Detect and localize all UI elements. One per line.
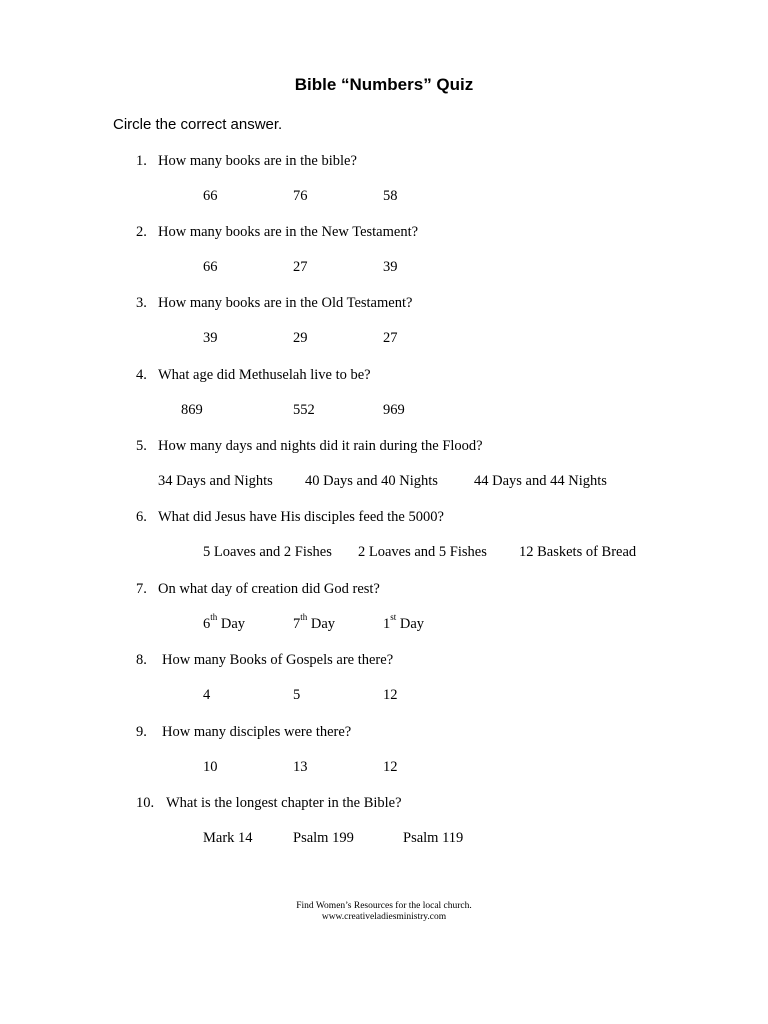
question-number: 6. [136,509,147,525]
footer [0,901,768,923]
question-2 [0,223,768,283]
question-text: How many books are in the New Testament? [158,224,419,240]
answer-option-a[interactable]: 34 Days and Nights [158,473,273,489]
answer-option-b[interactable]: 5 [293,687,301,703]
answer-option-b[interactable]: 27 [293,259,308,275]
question-6 [0,508,768,568]
answer-option-c[interactable]: 44 Days and 44 Nights [474,473,607,489]
answer-option-c[interactable]: 39 [383,259,398,275]
question-8 [0,651,768,711]
answer-option-a[interactable]: Mark 14 [203,830,253,846]
answer-option-a[interactable]: 5 Loaves and 2 Fishes [203,544,332,560]
option-number: 7 [293,616,301,632]
answer-option-a[interactable] [203,612,246,634]
question-5 [0,437,768,497]
question-number: 10. [136,795,155,811]
question-1 [0,152,768,212]
answer-option-a[interactable]: 4 [203,687,211,703]
answer-option-a[interactable]: 10 [203,759,218,775]
ordinal-suffix: th [300,612,308,623]
question-number: 5. [136,438,147,454]
answer-option-b[interactable]: 76 [293,188,308,204]
question-number: 2. [136,224,147,240]
answer-option-b[interactable]: 552 [293,402,315,418]
answer-option-c[interactable]: 12 [383,687,398,703]
option-number: 6 [203,616,211,632]
question-number: 7. [136,581,147,597]
option-word: Day [307,616,336,632]
question-text: How many books are in the Old Testament? [158,295,413,311]
question-number: 9. [136,724,147,740]
answer-option-b[interactable]: 13 [293,759,308,775]
option-word: Day [217,616,246,632]
page-title: Bible “Numbers” Quiz [294,75,474,94]
answer-option-a[interactable]: 66 [203,188,218,204]
ordinal-suffix: st [390,612,397,623]
question-text: How many Books of Gospels are there? [162,652,394,668]
question-text: How many days and nights did it rain during the Flood? [158,438,483,454]
answer-option-c[interactable]: 58 [383,188,398,204]
question-3 [0,294,768,354]
answer-option-b[interactable]: 2 Loaves and 5 Fishes [358,544,487,560]
answer-option-a[interactable]: 66 [203,259,218,275]
question-text: On what day of creation did God rest? [158,581,380,597]
answer-option-b[interactable]: Psalm 199 [293,830,354,846]
answer-option-b[interactable]: 29 [293,330,308,346]
question-text: How many disciples were there? [162,724,352,740]
question-7 [0,580,768,640]
answer-option-c[interactable]: 969 [383,402,405,418]
question-number: 3. [136,295,147,311]
answer-option-b[interactable]: 40 Days and 40 Nights [305,473,438,489]
question-number: 8. [136,652,147,668]
question-text: What age did Methuselah live to be? [158,367,371,383]
question-text: How many books are in the bible? [158,153,357,169]
footer-tagline: Find Women’s Resources for the local church. [296,901,472,911]
answer-option-a[interactable]: 869 [181,402,203,418]
answer-option-b[interactable] [293,612,336,634]
question-10 [0,794,768,854]
ordinal-suffix: th [210,612,218,623]
answer-option-c[interactable]: 27 [383,330,398,346]
answer-option-a[interactable]: 39 [203,330,218,346]
option-number: 1 [383,616,391,632]
instructions: Circle the correct answer. [113,116,283,133]
question-number: 1. [136,153,147,169]
answer-option-c[interactable] [383,612,425,634]
footer-website-link[interactable]: www.creativeladiesministry.com [321,912,447,922]
option-word: Day [396,616,425,632]
question-9 [0,723,768,783]
question-text: What is the longest chapter in the Bible? [166,795,402,811]
answer-option-c[interactable]: 12 Baskets of Bread [519,544,637,560]
question-4 [0,366,768,426]
question-number: 4. [136,367,147,383]
answer-option-c[interactable]: 12 [383,759,398,775]
question-text: What did Jesus have His disciples feed the 5000? [158,509,444,525]
answer-option-c[interactable]: Psalm 119 [403,830,464,846]
